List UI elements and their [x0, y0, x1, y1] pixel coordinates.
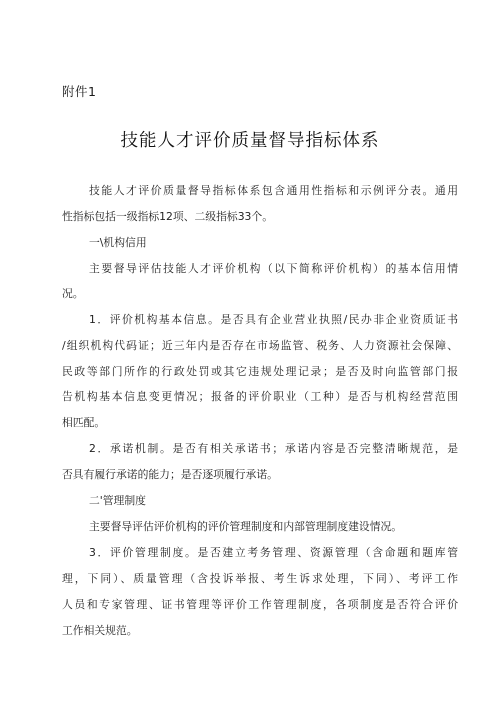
section-heading: 一\机构信用 [89, 236, 147, 249]
attachment-label: 附件1 [62, 84, 97, 99]
paragraph-line: 理，下同）、质量管理（含投诉举报、考生诉求处理，下同）、考评工作 [62, 572, 458, 585]
paragraph-line: 技能人才评价质量督导指标体系包含通用性指标和示例评分表。通用 [89, 184, 458, 197]
document-title: 技能人才评价质量督导指标体系 [120, 131, 380, 151]
paragraph-line: 主要督导评估技能人才评价机构（以下简称评价机构）的基本信用情 [89, 262, 458, 275]
paragraph-line: 性指标包括一级指标12项、二级指标33个。 [62, 210, 274, 223]
paragraph-line: 否具有履行承诺的能力；是否逐项履行承诺。 [62, 468, 278, 481]
paragraph-line: 工作相关规范。 [62, 624, 138, 637]
paragraph-line: 主要督导评估评价机构的评价管理制度和内部管理制度建设情况。 [89, 520, 403, 533]
paragraph-line: 民政等部门所作的行政处罚或其它违规处理记录；是否及时向监管部门报 [62, 365, 458, 378]
paragraph-line: /组织机构代码证；近三年内是否存在市场监管、税务、人力资源社会保障、 [62, 339, 458, 352]
paragraph-line: 况。 [62, 287, 84, 300]
paragraph-line: 人员和专家管理、证书管理等评价工作管理制度，各项制度是否符合评价 [62, 598, 458, 611]
section-heading: 二'管理制度 [89, 494, 146, 507]
paragraph-line: 告机构基本信息变更情况；报备的评价职业（工种）是否与机构经营范围 [62, 390, 458, 403]
paragraph-line: 3．评价管理制度。是否建立考务管理、资源管理（含命题和题库管 [89, 546, 458, 559]
paragraph-line: 相匹配。 [62, 416, 106, 429]
paragraph-line: 1．评价机构基本信息。是否具有企业营业执照/民办非企业资质证书 [89, 313, 458, 326]
paragraph-line: 2．承诺机制。是否有相关承诺书；承诺内容是否完整清晰规范，是 [89, 442, 458, 455]
